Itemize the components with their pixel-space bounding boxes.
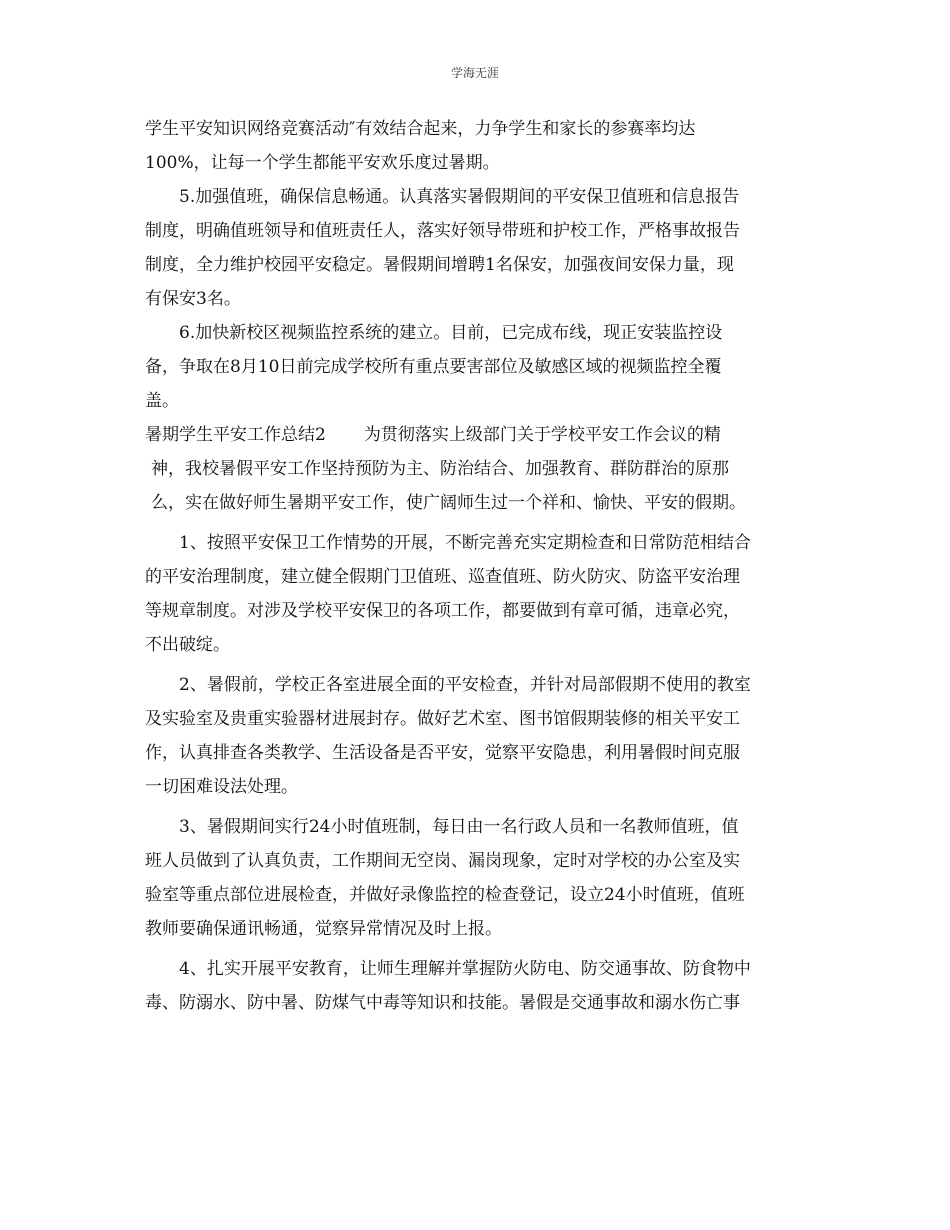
text-line: 4、扎实开展平安教育，让师生理解并掌握防火防电、防交通事故、防食物中 xyxy=(179,959,751,979)
text-line: 教师要确保通讯畅通，觉察异常情况及时上报。 xyxy=(145,919,502,939)
text-line: 等规章制度。对涉及学校平安保卫的各项工作，都要做到有章可循，违章必究， xyxy=(145,601,740,621)
text-line: 及实验室及贵重实验器材进展封存。做好艺术室、图书馆假期装修的相关平安工 xyxy=(145,709,740,729)
paragraph-item-5 xyxy=(145,180,815,316)
paragraph-item-1 xyxy=(145,526,815,662)
text-line: 作，认真排查各类教学、生活设备是否平安，觉察平安隐患，利用暑假时间克服 xyxy=(145,743,740,763)
text-line: 验室等重点部位进展检查，并做好录像监控的检查登记，设立24小时值班，值班 xyxy=(145,885,745,905)
text-line: 5.加强值班，确保信息畅通。认真落实暑假期间的平安保卫值班和信息报告 xyxy=(179,187,740,207)
text-line: 2、暑假前，学校正各室进展全面的平安检查，并针对局部假期不使用的教室 xyxy=(179,675,751,695)
text-line: 盖。 xyxy=(145,391,179,411)
text-line: 制度，明确值班领导和值班责任人，落实好领导带班和护校工作，严格事故报告 xyxy=(145,221,740,241)
paragraph-item-6 xyxy=(145,316,815,418)
text-line: 毒、防溺水、防中暑、防煤气中毒等知识和技能。暑假是交通事故和溺水伤亡事 xyxy=(145,993,740,1013)
paragraph-intro-continued xyxy=(145,112,815,180)
text-line: 1、按照平安保卫工作情势的开展，不断完善充实定期检查和日常防范相结合 xyxy=(179,533,751,553)
text-line: 100%，让每一个学生都能平安欢乐度过暑期。 xyxy=(145,153,500,173)
text-line: 的平安治理制度，建立健全假期门卫值班、巡查值班、防火防灾、防盗平安治理 xyxy=(145,567,740,587)
paragraph-item-3 xyxy=(145,810,815,946)
paragraph-item-4 xyxy=(145,952,815,1020)
text-line: 班人员做到了认真负责，工作期间无空岗、漏岗现象，定时对学校的办公室及实 xyxy=(145,851,740,871)
section-title: 暑期学生平安工作总结2 xyxy=(145,425,326,445)
text-line: 不出破绽。 xyxy=(145,635,230,655)
text-line: 么，实在做好师生暑期平安工作，使广阔师生过一个祥和、愉快、平安的假期。 xyxy=(151,493,746,513)
text-line: 6.加快新校区视频监控系统的建立。目前，已完成布线，现正安装监控设 xyxy=(179,323,723,343)
section-2 xyxy=(145,418,815,520)
section-2-first-line xyxy=(145,418,815,452)
document-body xyxy=(145,112,815,1020)
text-line: 制度，全力维护校园平安稳定。暑假期间增聘1名保安，加强夜间安保力量，现 xyxy=(145,255,734,275)
text-line: 为贯彻落实上级部门关于学校平安工作会议的精 xyxy=(363,425,721,445)
text-line: 学生平安知识网络竞赛活动″有效结合起来，力争学生和家长的参赛率均达 xyxy=(145,119,696,139)
text-line: 3、暑假期间实行24小时值班制，每日由一名行政人员和一名教师值班，值 xyxy=(179,817,739,837)
text-line: 有保安3名。 xyxy=(145,289,241,309)
text-line: 备，争取在8月10日前完成学校所有重点要害部位及敏感区域的视频监控全覆 xyxy=(145,357,722,377)
page-header: 学海无涯 xyxy=(450,66,499,80)
paragraph-item-2 xyxy=(145,668,815,804)
text-line: 神，我校暑假平安工作坚持预防为主、防治结合、加强教育、群防群治的原那 xyxy=(151,459,729,479)
text-line: 一切困难设法处理。 xyxy=(145,777,298,797)
